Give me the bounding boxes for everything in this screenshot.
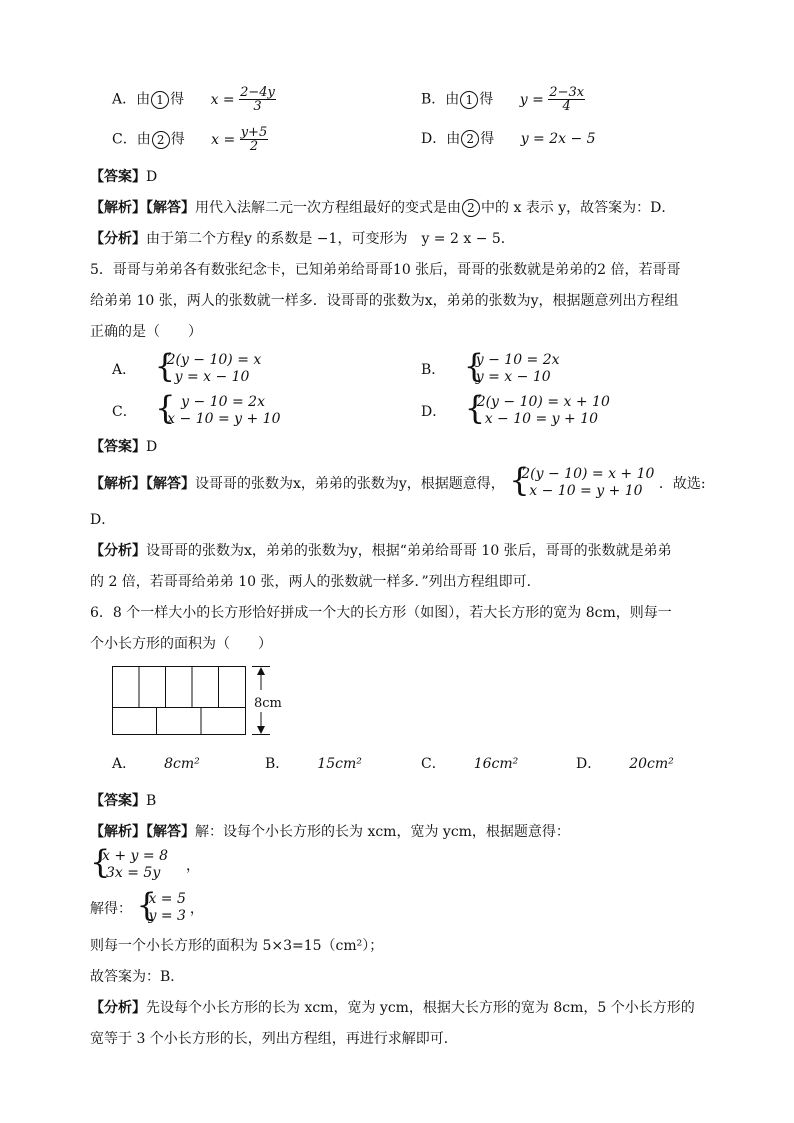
q5-stem-line1: 5．哥哥与弟弟各有数张纪念卡，已知弟弟给哥哥10 张后，哥哥的张数就是弟弟的2 倍，若哥哥 <box>90 262 681 278</box>
equation-system: { 2(y − 10) = x + 10 x − 10 = y + 10 <box>464 389 610 427</box>
q4-answer: 【答案】D <box>90 169 158 185</box>
equation-system: { x + y = 8 3x = 5y <box>90 843 168 881</box>
equation-system: { 2(y − 10) = x y = x − 10 <box>154 347 262 385</box>
fraction: $\frac{y+5}{2}$ <box>240 125 268 154</box>
q5-fenxi-line2: 的 2 倍，若哥哥给弟弟 10 张，两人的张数就一样多．”列出方程组即可． <box>90 574 541 590</box>
circled-number: 1 <box>151 91 169 109</box>
equation-system: { y − 10 = 2x x − 10 = y + 10 <box>155 389 281 427</box>
q6-fenxi-line1: 【分析】先设每个小长方形的长为 xcm，宽为 ycm，根据大长方形的宽为 8cm，5 个小长方形的 <box>90 1000 695 1016</box>
q6-stem-line2: 个小长方形的面积为（ ） <box>90 636 272 652</box>
arrow-up-icon <box>257 667 265 675</box>
q6-option-a[interactable]: A． 8cm² <box>112 756 200 772</box>
circled-number: 2 <box>461 130 479 148</box>
q5-analysis-cont: D． <box>90 512 116 528</box>
q6-system-1: { x + y = 8 3x = 5y ， <box>90 843 200 881</box>
q6-option-c[interactable]: C． 16cm² <box>421 756 519 772</box>
q6-system-2: 解得： { x = 5 y = 3 ， <box>90 886 204 924</box>
q6-stem-line1: 6．8 个一样大小的长方形恰好拼成一个大的长方形（如图），若大长方形的宽为 8cm，则每一 <box>90 605 672 621</box>
equation-system: { x = 5 y = 3 <box>136 886 186 924</box>
q6-final-line: 故答案为：B． <box>90 969 185 985</box>
circled-number: 1 <box>460 91 478 109</box>
q6-answer: 【答案】B <box>90 793 157 809</box>
q6-option-b[interactable]: B． 15cm² <box>265 756 362 772</box>
q5-option-a[interactable]: A． { 2(y − 10) = x y = x − 10 <box>112 347 262 385</box>
q4-option-d[interactable]: D．由 2 得 y = 2x − 5 <box>421 131 596 147</box>
circled-number: 2 <box>462 199 480 217</box>
q5-analysis: 【解析】【解答】设哥哥的张数为x，弟弟的张数为y，根据题意得， { 2(y − 10) = x + 10 x − 10 = y + 10 ．故选: <box>90 461 706 499</box>
q4-option-a[interactable]: A．由 1 得 x = $\frac{2-4y}{3}$ <box>112 85 275 114</box>
q6-option-d[interactable]: D． 20cm² <box>576 756 674 772</box>
q5-option-c[interactable]: C． { y − 10 = 2x x − 10 = y + 10 <box>112 389 281 427</box>
q5-option-d[interactable]: D． { 2(y − 10) = x + 10 x − 10 = y + 10 <box>421 389 610 427</box>
q6-fenxi-line2: 宽等于 3 个小长方形的长，列出方程组，再进行求解即可． <box>90 1031 458 1047</box>
q6-analysis: 【解析】【解答】解：设每个小长方形的长为 xcm，宽为 ycm，根据题意得： <box>90 824 570 840</box>
outer-rectangle <box>113 667 246 735</box>
q5-fenxi-line1: 【分析】设哥哥的张数为x，弟弟的张数为y，根据“弟弟给哥哥 10 张后，哥哥的张数就是弟弟 <box>90 543 672 559</box>
q4-option-b[interactable]: B．由 1 得 y = $\frac{2-3x}{4}$ <box>421 85 585 114</box>
q5-option-b[interactable]: B． { y − 10 = 2x y = x − 10 <box>421 347 560 385</box>
q4-option-c[interactable]: C．由 2 得 x = $\frac{y+5}{2}$ <box>112 125 268 154</box>
fraction: $\frac{2-3x}{4}$ <box>549 85 585 114</box>
q4-analysis: 【解析】【解答】用代入法解二元一次方程组最好的变式是由 2 中的 x 表示 y，故答案为：D． <box>90 200 676 216</box>
fraction: $\frac{2-4y}{3}$ <box>240 85 275 114</box>
q5-stem-line3: 正确的是（ ） <box>90 324 202 340</box>
circled-number: 2 <box>152 131 170 149</box>
arrow-down-icon <box>257 726 265 734</box>
figure-dimension-label: 8cm <box>254 696 282 711</box>
q4-fenxi: 【分析】由于第二个方程y 的系数是 −1，可变形为 y = 2 x − 5． <box>90 231 515 247</box>
q5-answer: 【答案】D <box>90 439 158 455</box>
equation-system: { y − 10 = 2x y = x − 10 <box>463 347 560 385</box>
equation-system: { 2(y − 10) = x + 10 x − 10 = y + 10 <box>509 461 655 499</box>
q5-stem-line2: 给弟弟 10 张，两人的张数就一样多．设哥哥的张数为x，弟弟的张数为y，根据题意列出方程组 <box>90 293 679 309</box>
q6-area-line: 则每一个小长方形的面积为 5×3=15（cm²）； <box>90 938 384 954</box>
